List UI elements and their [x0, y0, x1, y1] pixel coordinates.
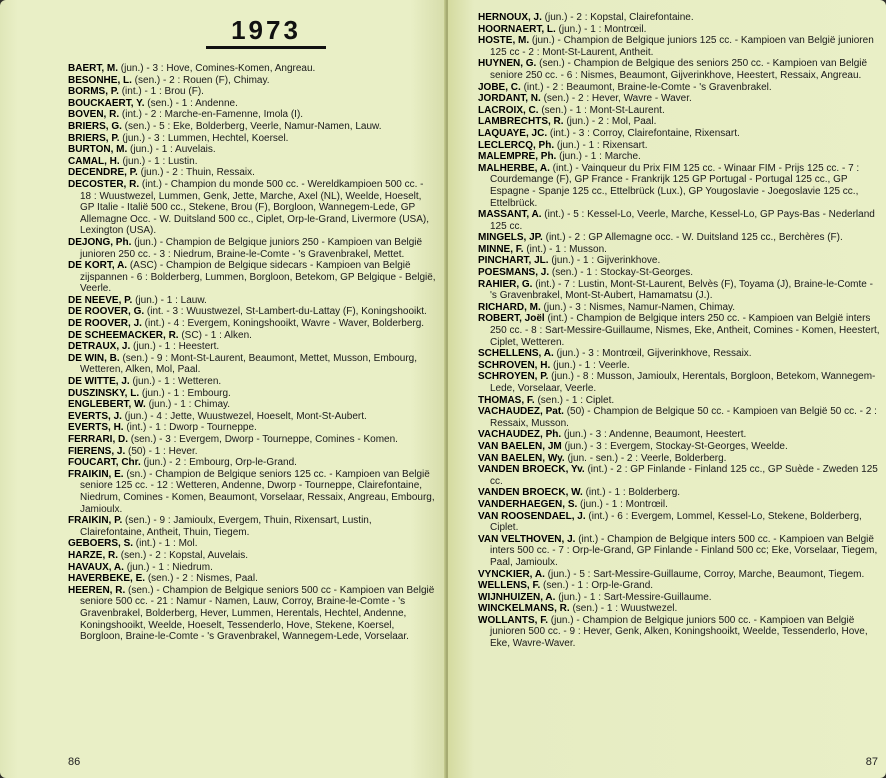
rider-results: (int.) - 4 : Evergem, Koningshooikt, Wavre - Waver, Bolderberg. [141, 318, 425, 330]
rider-name: THOMAS, F. [478, 394, 535, 406]
rider-results: (jun.) - 3 : Hove, Comines-Komen, Angreau. [118, 63, 316, 74]
rider-name: DUSZINSKY, L. [68, 387, 140, 399]
rider-name: FOUCART, Chr. [68, 457, 141, 469]
rider-entry [68, 376, 436, 388]
rider-name: EVERTS, J. [68, 410, 122, 422]
rider-name: ENGLEBERT, W. [68, 399, 146, 411]
rider-results: (jun. - sen.) - 2 : Veerle, Bolderberg. [564, 452, 727, 464]
rider-entry [68, 399, 436, 411]
rider-entry [478, 209, 882, 232]
rider-results: (int.) - 3 : Corroy, Clairefontaine, Rixensart. [547, 127, 740, 139]
rider-entry [68, 237, 436, 260]
rider-results: (int.) - Champion de Belgique inters 250 cc. - Kampioen van België inters 250 cc. - 8 : Sart-Messire-Guillaume, Nismes, Eke, Antheit, Comines - Komen, Heestert, Ciplet, Wetteren. [490, 313, 880, 348]
rider-name: WELLENS, F. [478, 580, 541, 592]
rider-results: (int.) - Champion du monde 500 cc. - Wereldkampioen 500 cc. - 18 : Wuustwezel, Lummen, Genk, Jette, Marche, Axel (NL), Weelde, Hoeselt, GP Italie - Italië 500 cc., Stekene, Brou (F), Borgloon, Wannegem-Lede, GP Allemagne Occ. - W. Duitsland 500 cc., Ciplet, Orp-le-Grand, Livermore (USA), Lexington (USA). [80, 178, 430, 237]
rider-name: VANDERHAEGEN, S. [478, 498, 578, 510]
rider-results: (int. - 3 : Wuustwezel, St-Lambert-du-Lattay (F), Koningshooikt. [144, 306, 427, 318]
rider-entry [68, 167, 436, 179]
rider-name: BURTON, M. [68, 144, 128, 156]
rider-entry [68, 434, 436, 446]
rider-entry [478, 302, 882, 314]
year-heading: 1973 [206, 16, 326, 49]
rider-results: (sen.) - 1 : Wuustwezel. [569, 603, 678, 615]
rider-name: DE NEEVE, P. [68, 294, 133, 306]
rider-results: (jun.) - 1 : Wetteren. [129, 376, 222, 388]
rider-entry [478, 511, 882, 534]
rider-name: BORMS, P. [68, 86, 119, 98]
rider-entry [478, 371, 882, 394]
rider-name: WOLLANTS, F. [478, 614, 548, 626]
rider-entry [68, 515, 436, 538]
rider-results: (sen.) - 9 : Mont-St-Laurent, Beaumont, Mettet, Musson, Embourg, Wetteren, Alken, Mol, Paal. [80, 352, 418, 376]
rider-name: VAN BAELEN, JM [478, 440, 562, 452]
rider-entry [68, 318, 436, 330]
rider-name: HEEREN, R. [68, 584, 126, 596]
rider-entry [68, 260, 436, 295]
rider-name: JOBE, C. [478, 81, 521, 93]
rider-name: BESONHE, L. [68, 74, 132, 86]
rider-entry [68, 469, 436, 515]
rider-results: (jun.) - 3 : Lummen, Hechtel, Koersel. [119, 132, 289, 144]
rider-results: (int.) - Vainqueur du Prix FIM 125 cc. - Winaar FIM - Prijs 125 cc. - 7 : Courdemange (F), GP France - Frankrijk 125 GP Portugal - Portugal 125 cc., GP Espagne - Spanje 125 cc., Ettelbrück (Lux.), GP Yougoslavie - Joegoslavie 125 cc., Ettelbrück. [490, 162, 860, 209]
rider-name: DE KORT, A. [68, 260, 128, 272]
rider-entry [478, 140, 882, 152]
rider-results: (int.) - 2 : GP Finlande - Finland 125 cc., GP Suède - Zweden 125 cc. [490, 464, 878, 487]
rider-results: (sen.) - 5 : Eke, Bolderberg, Veerle, Namur-Namen, Lauw. [121, 120, 382, 132]
rider-entry [478, 105, 882, 117]
rider-name: BRIERS, P. [68, 132, 120, 144]
rider-name: DE WIN, B. [68, 352, 120, 364]
rider-results: (jun.) - 2 : Mol, Paal. [563, 116, 657, 128]
rider-results: (sen.) - 3 : Evergem, Dworp - Tourneppe, Comines - Komen. [128, 434, 398, 445]
rider-results: (jun.) - 3 : Evergem, Stockay-St-Georges, Weelde. [561, 440, 788, 452]
rider-name: VANDEN BROECK, W. [478, 487, 583, 499]
rider-entry [68, 156, 436, 168]
rider-entry [68, 573, 436, 585]
rider-entry [478, 93, 882, 105]
rider-entry [478, 360, 882, 372]
rider-results: (int.) - Champion de Belgique inters 500 cc. - Kampioen van België inters 500 cc. - 7 : Orp-le-Grand, GP Finlande - Finland 500 cc; Eke, Vorselaar, Tiegem, Paal, Jamioulx. [490, 533, 878, 568]
rider-entry [478, 464, 882, 487]
rider-entry [68, 86, 436, 98]
rider-entry [478, 580, 882, 592]
rider-entry [478, 429, 882, 441]
rider-results: (jun.) - 8 : Musson, Jamioulx, Herentals, Borgloon, Betekom, Wannegem-Lede, Vorselaar, Veerle. [490, 371, 876, 394]
rider-results: (sn.) - Champion de Belgique seniors 125 cc. - Kampioen van België seniore 125 cc. - 12 : Wetteren, Andenne, Dworp - Tourneppe, Clairefontaine, Niedrum, Comines - Komen, Beaumont, Vorselaar, Ressaix, Angreau, Embourg, Jamioulx. [80, 468, 435, 515]
rider-results: (50) - 1 : Hever. [125, 445, 198, 457]
rider-name: VAN VELTHOVEN, J. [478, 533, 576, 545]
rider-name: HUYNEN, G. [478, 58, 537, 70]
rider-name: FRAIKIN, E. [68, 468, 124, 480]
rider-entry [68, 550, 436, 562]
rider-entry [478, 441, 882, 453]
rider-entry [478, 487, 882, 499]
rider-name: DE ROOVER, J. [68, 318, 142, 330]
rider-name: VYNCKIER, A. [478, 568, 545, 580]
rider-name: VACHAUDEZ, Pat. [478, 406, 564, 418]
rider-name: PINCHART, JL. [478, 255, 549, 267]
rider-name: SCHELLENS, A. [478, 348, 554, 360]
rider-name: MASSANT, A. [478, 209, 542, 221]
rider-name: ROBERT, Joël [478, 313, 545, 325]
rider-name: FRAIKIN, P. [68, 515, 123, 527]
rider-entry [68, 388, 436, 400]
rider-results: (sen.) - 1 : Andenne. [144, 97, 238, 109]
rider-entry [478, 128, 882, 140]
rider-name: LACROIX, C. [478, 104, 539, 116]
rider-name: MALEMPRE, Ph. [478, 151, 557, 163]
rider-name: LAMBRECHTS, R. [478, 116, 564, 128]
rider-results: (int.) - 1 : Bolderberg. [582, 487, 681, 499]
rider-results: (int.) - 7 : Lustin, Mont-St-Laurent, Belvès (F), Toyama (J), Braine-le-Comte - 's Gravenbrakel, Mont-St-Aubert, Hamamatsu (J.). [490, 278, 873, 302]
rider-results: (jun.) - Champion de Belgique juniors 500 cc. - Kampioen van België junioren 500 cc. - 9 : Hever, Genk, Alken, Koningshooikt, Weelde, Tessenderlo, Hove, Eke, Wavre-Waver. [490, 614, 868, 650]
rider-results: (jun.) - 5 : Sart-Messire-Guillaume, Corroy, Marche, Beaumont, Tiegem. [544, 568, 865, 580]
rider-entry [68, 98, 436, 110]
rider-name: VANDEN BROECK, Yv. [478, 464, 585, 476]
rider-name: JORDANT, N. [478, 93, 541, 105]
rider-name: MALHERBE, A. [478, 162, 550, 174]
rider-name: GEBOERS, S. [68, 538, 134, 550]
rider-results: (sen.) - 1 : Orp-le-Grand. [540, 580, 654, 592]
rider-results: (jun.) - 1 : Embourg. [139, 387, 231, 399]
page-number-right: 87 [865, 756, 878, 768]
left-entry-list [68, 63, 436, 643]
rider-entry [68, 179, 436, 237]
rider-results: (sen.) - 2 : Kopstal, Auvelais. [118, 549, 249, 561]
rider-entry [68, 446, 436, 458]
rider-results: (jun.) - 1 : Niedrum. [123, 561, 213, 573]
rider-results: (jun.) - 1 : Marche. [556, 151, 641, 163]
rider-results: (int.) - 1 : Dworp - Tourneppe. [123, 422, 257, 434]
rider-results: (jun.) - 1 : Lustin. [119, 155, 198, 167]
rider-entry [68, 538, 436, 550]
rider-entry [68, 144, 436, 156]
rider-results: (jun.) - 4 : Jette, Wuustwezel, Hoeselt, Mont-St-Aubert. [121, 410, 367, 422]
rider-name: BOUCKAERT, Y. [68, 97, 145, 109]
rider-entry [478, 395, 882, 407]
rider-entry [478, 232, 882, 244]
rider-results: (sen.) - 1 : Stockay-St-Georges. [549, 267, 694, 279]
rider-results: (jun.) - 1 : Chimay. [145, 399, 231, 411]
rider-entry [478, 163, 882, 209]
rider-results: (jun.) - 1 : Lauw. [132, 294, 207, 306]
rider-name: WINCKELMANS, R. [478, 603, 570, 615]
rider-results: (sen.) - 9 : Jamioulx, Evergem, Thuin, Rixensart, Lustin, Clairefontaine, Antheit, Thuin, Tiegem. [80, 515, 372, 538]
rider-entry [68, 411, 436, 423]
rider-results: (jun.) - 1 : Montrœil. [555, 23, 647, 35]
rider-name: HARZE, R. [68, 549, 118, 561]
rider-entry [68, 109, 436, 121]
rider-entry [478, 12, 882, 24]
rider-entry [478, 615, 882, 650]
rider-entry [68, 330, 436, 342]
rider-entry [478, 24, 882, 36]
rider-name: DE ROOVER, G. [68, 306, 145, 318]
rider-results: (sen.) - 2 : Rouen (F), Chimay. [131, 74, 270, 86]
rider-results: (sen.) - Champion de Belgique des seniors 250 cc. - Kampioen van België seniore 250 cc. - 6 : Nismes, Beaumont, Gijverinkhove, Heestert, Ressaix, Angreau. [490, 58, 868, 81]
rider-entry [478, 244, 882, 256]
rider-entry [478, 453, 882, 465]
rider-name: DECOSTER, R. [68, 178, 140, 190]
rider-results: (sen.) - 2 : Nismes, Paal. [145, 573, 258, 585]
rider-results: (ASC) - Champion de Belgique sidecars - Kampioen van België zijspannen - 6 : Bolderberg, Lummen, Borgloon, Betekom, GP Belgique - België, Veerle. [80, 260, 436, 295]
rider-entry [478, 267, 882, 279]
right-entry-list [478, 12, 882, 650]
rider-results: (int.) - 1 : Mol. [133, 538, 198, 550]
rider-entry [68, 353, 436, 376]
rider-results: (int.) - 6 : Evergem, Lommel, Kessel-Lo, Stekene, Bolderberg, Ciplet. [490, 510, 862, 534]
rider-entry [478, 82, 882, 94]
rider-name: WIJNHUIZEN, A. [478, 591, 556, 603]
rider-name: EVERTS, H. [68, 422, 124, 434]
rider-name: BRIERS, G. [68, 120, 122, 132]
rider-results: (jun.) - 2 : Kopstal, Clairefontaine. [541, 12, 694, 23]
rider-results: (jun.) - 3 : Nismes, Namur-Namen, Chimay. [540, 301, 736, 313]
rider-results: (jun.) - 3 : Montrœil, Gijverinkhove, Ressaix. [553, 348, 752, 360]
rider-results: (sen.) - 1 : Ciplet. [534, 394, 615, 406]
rider-name: DE WITTE, J. [68, 376, 130, 388]
rider-entry [68, 457, 436, 469]
rider-entry [478, 406, 882, 429]
rider-name: SCHROVEN, H. [478, 359, 551, 371]
rider-entry [68, 306, 436, 318]
rider-name: DECENDRE, P. [68, 167, 138, 179]
rider-name: SCHROYEN, P. [478, 371, 549, 383]
rider-entry [478, 58, 882, 81]
rider-name: VAN ROOSENDAEL, J. [478, 510, 586, 522]
rider-entry [68, 121, 436, 133]
right-page [448, 0, 886, 778]
rider-name: MINNE, F. [478, 243, 524, 255]
rider-results: (SC) - 1 : Alken. [178, 329, 252, 341]
rider-name: DETRAUX, J. [68, 341, 131, 353]
rider-name: RICHARD, M. [478, 301, 541, 313]
rider-name: POESMANS, J. [478, 267, 550, 279]
rider-name: DEJONG, Ph. [68, 236, 132, 248]
rider-name: FERRARI, D. [68, 434, 128, 445]
rider-name: HAVAUX, A. [68, 561, 124, 573]
rider-results: (jun.) - Champion de Belgique juniors 250 - Kampioen van België junioren 250 cc. - 3 : Niedrum, Braine-le-Comte - 's Gravenbrakel, Mettet. [80, 236, 423, 260]
rider-results: (jun.) - 3 : Andenne, Beaumont, Heestert. [561, 429, 747, 441]
rider-name: VACHAUDEZ, Ph. [478, 429, 562, 441]
page-number-left: 86 [68, 756, 81, 768]
rider-results: (jun.) - 1 : Rixensart. [554, 139, 648, 151]
rider-name: CAMAL, H. [68, 155, 120, 167]
rider-results: (jun.) - 1 : Gijverinkhove. [548, 255, 661, 267]
rider-results: (jun.) - 1 : Auvelais. [127, 144, 216, 156]
rider-entry [478, 313, 882, 348]
rider-results: (jun.) - Champion de Belgique juniors 125 cc. - Kampioen van België junioren 125 cc - 2 : Mont-St-Laurent, Antheit. [490, 35, 874, 58]
rider-name: VAN BAELEN, Wy. [478, 452, 565, 464]
rider-results: (int.) - 5 : Kessel-Lo, Veerle, Marche, Kessel-Lo, GP Pays-Bas - Nederland 125 cc. [490, 209, 875, 232]
rider-results: (jun.) - 2 : Thuin, Ressaix. [137, 167, 255, 179]
rider-name: BAERT, M. [68, 63, 118, 74]
rider-results: (int.) - 2 : Beaumont, Braine-le-Comte - 's Gravenbrakel. [520, 81, 772, 93]
rider-entry [68, 133, 436, 145]
rider-results: (jun.) - 1 : Sart-Messire-Guillaume. [555, 591, 712, 603]
rider-entry [478, 279, 882, 302]
rider-results: (jun.) - 1 : Veerle. [550, 359, 630, 371]
rider-entry [478, 592, 882, 604]
rider-results: (sen.) - Champion de Belgique seniors 500 cc - Kampioen van België seniore 500 cc. - 21 : Namur - Namen, Lauw, Corroy, Braine-le-Comte - 's Gravenbrakel, Bolderberg, Hever, Lummen, Herentals, Hechtel, Andenne, Koningshooikt, Weelde, Hoeselt, Tessenderlo, Hove, Stekene, Koersel, Borgloon, Braine-le-Comte - 's Gravenbrakel, Wannegem-Lede, Vorselaar. [80, 584, 435, 643]
rider-entry [68, 295, 436, 307]
rider-name: FIERENS, J. [68, 445, 126, 457]
rider-entry [68, 341, 436, 353]
rider-name: RAHIER, G. [478, 278, 533, 290]
rider-entry [478, 534, 882, 569]
rider-entry [478, 35, 882, 58]
rider-results: (jun.) - 1 : Heestert. [130, 341, 220, 353]
rider-entry [68, 75, 436, 87]
rider-name: LAQUAYE, JC. [478, 127, 548, 139]
rider-name: HOSTE, M. [478, 35, 530, 47]
rider-results: (jun.) - 2 : Embourg, Orp-le-Grand. [140, 457, 297, 469]
rider-results: (int.) - 2 : GP Allemagne occ. - W. Duitsland 125 cc., Berchères (F). [542, 232, 843, 244]
rider-entry [478, 151, 882, 163]
rider-entry [478, 255, 882, 267]
rider-results: (int.) - 1 : Musson. [523, 243, 607, 255]
rider-results: (int.) - 1 : Brou (F). [118, 86, 204, 98]
rider-entry [478, 569, 882, 581]
rider-entry [478, 603, 882, 615]
rider-results: (int.) - 2 : Marche-en-Famenne, Imola (I). [119, 109, 304, 121]
rider-name: DE SCHEEMACKER, R. [68, 329, 179, 341]
rider-entry [68, 585, 436, 643]
rider-name: LECLERCQ, Ph. [478, 139, 555, 151]
rider-entry [68, 562, 436, 574]
rider-entry [478, 499, 882, 511]
rider-name: BOVEN, R. [68, 109, 120, 121]
rider-name: HERNOUX, J. [478, 12, 542, 23]
rider-name: HOORNAERT, L. [478, 23, 556, 35]
rider-entry [478, 348, 882, 360]
rider-results: (sen.) - 2 : Hever, Wavre - Waver. [540, 93, 692, 105]
rider-entry [478, 116, 882, 128]
rider-name: MINGELS, JP. [478, 232, 543, 244]
rider-entry [68, 422, 436, 434]
rider-results: (sen.) - 1 : Mont-St-Laurent. [538, 104, 665, 116]
rider-results: (jun.) - 1 : Montrœil. [577, 498, 668, 510]
rider-results: (50) - Champion de Belgique 50 cc. - Kampioen van België 50 cc. - 2 : Ressaix, Musson. [490, 406, 877, 429]
rider-name: HAVERBEKE, E. [68, 573, 146, 585]
rider-entry [68, 63, 436, 75]
